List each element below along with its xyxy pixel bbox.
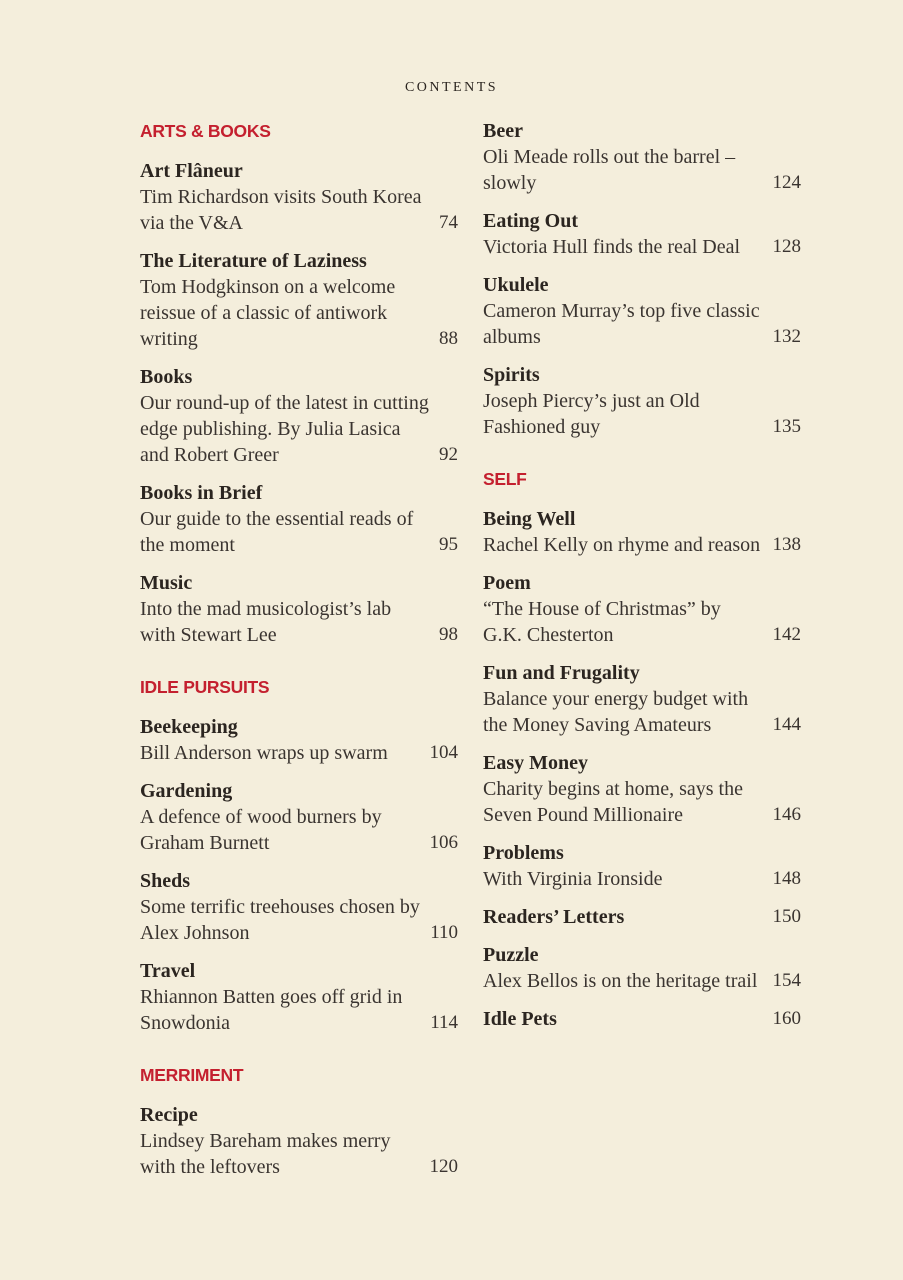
toc-entry[interactable] <box>483 942 801 994</box>
entry-page-number: 120 <box>429 1156 458 1177</box>
entry-title: Being Well <box>483 508 576 530</box>
entry-page-number: 154 <box>772 970 801 991</box>
entry-description: Balance your energy budget with the Money Saving Amateurs <box>483 688 749 736</box>
section-idle-pursuits <box>140 674 458 1036</box>
entry-description: Lindsey Bareham makes merry with the leftovers <box>140 1130 391 1178</box>
toc-entry[interactable] <box>483 208 801 260</box>
toc-entry[interactable] <box>140 778 458 856</box>
entry-title: Problems <box>483 842 564 864</box>
entry-title: Recipe <box>140 1104 198 1126</box>
toc-entry[interactable] <box>140 714 458 766</box>
entry-description: Our round-up of the latest in cutting edge publishing. By Julia Lasica and Robert Greer <box>140 392 429 466</box>
contents-left-column <box>140 118 458 1192</box>
entry-page-number: 74 <box>439 212 458 233</box>
entry-description: Some terrific treehouses chosen by Alex Johnson <box>140 896 420 944</box>
entry-page-number: 160 <box>772 1008 801 1029</box>
entry-description: “The House of Christmas” by G.K. Chesterton <box>483 598 721 646</box>
entry-title: Fun and Frugality <box>483 662 640 684</box>
toc-entry[interactable] <box>140 958 458 1036</box>
entry-page-number: 132 <box>772 326 801 347</box>
entry-description: Tim Richardson visits South Korea via the V&A <box>140 186 422 234</box>
toc-entry[interactable] <box>483 904 801 930</box>
entry-title: Sheds <box>140 870 191 892</box>
entry-description: Tom Hodgkinson on a welcome reissue of a classic of antiwork writing <box>140 276 396 350</box>
entry-page-number: 144 <box>772 714 801 735</box>
entry-title: Beekeeping <box>140 716 238 738</box>
toc-entry[interactable] <box>483 362 801 440</box>
entry-page-number: 104 <box>429 742 458 763</box>
entry-description: Joseph Piercy’s just an Old Fashioned guy <box>483 390 700 438</box>
section-heading: ARTS & BOOKS <box>140 121 271 141</box>
entry-description: Bill Anderson wraps up swarm <box>140 742 388 764</box>
entry-page-number: 148 <box>772 868 801 889</box>
toc-entry[interactable] <box>483 118 801 196</box>
toc-entry[interactable] <box>483 660 801 738</box>
entry-page-number: 88 <box>439 328 458 349</box>
entry-title: Poem <box>483 572 531 594</box>
page-title: CONTENTS <box>404 80 499 95</box>
section-heading: IDLE PURSUITS <box>140 677 270 697</box>
toc-entry[interactable] <box>140 1102 458 1180</box>
entry-page-number: 95 <box>439 534 458 555</box>
entry-page-number: 138 <box>772 534 801 555</box>
entry-description: Charity begins at home, says the Seven Pound Millionaire <box>483 778 743 826</box>
entry-page-number: 110 <box>430 922 458 943</box>
entry-description: Oli Meade rolls out the barrel – slowly <box>483 146 736 194</box>
entry-page-number: 142 <box>772 624 801 645</box>
entry-title: Books <box>140 366 193 388</box>
entry-description: Our guide to the essential reads of the moment <box>140 508 414 556</box>
toc-entry[interactable] <box>140 480 458 558</box>
toc-entry[interactable] <box>483 840 801 892</box>
section-self <box>483 466 801 1032</box>
toc-entry[interactable] <box>483 570 801 648</box>
toc-entry[interactable] <box>140 158 458 236</box>
entry-page-number: 150 <box>772 906 801 927</box>
entry-title: Gardening <box>140 780 233 802</box>
entry-page-number: 114 <box>430 1012 458 1033</box>
entry-page-number: 106 <box>429 832 458 853</box>
entry-title: Spirits <box>483 364 540 386</box>
entry-description: Rhiannon Batten goes off grid in Snowdonia <box>140 986 403 1034</box>
toc-entry[interactable] <box>140 364 458 468</box>
entry-page-number: 146 <box>772 804 801 825</box>
entry-title: Art Flâneur <box>140 160 243 182</box>
entry-title: Music <box>140 572 193 594</box>
entry-title: Readers’ Letters <box>483 906 625 928</box>
section-merriment <box>140 1062 458 1180</box>
toc-entry[interactable] <box>483 750 801 828</box>
entry-description: With Virginia Ironside <box>483 868 663 890</box>
section-merriment-continued <box>483 118 801 440</box>
toc-entry[interactable] <box>483 272 801 350</box>
contents-right-column <box>483 118 801 1044</box>
entry-page-number: 128 <box>772 236 801 257</box>
toc-entry[interactable] <box>140 868 458 946</box>
entry-title: Ukulele <box>483 274 549 296</box>
entry-page-number: 98 <box>439 624 458 645</box>
entry-title: The Literature of Laziness <box>140 250 367 272</box>
entry-title: Easy Money <box>483 752 588 774</box>
entry-title: Beer <box>483 120 523 142</box>
entry-page-number: 135 <box>772 416 801 437</box>
entry-description: Cameron Murray’s top five classic albums <box>483 300 760 348</box>
entry-title: Idle Pets <box>483 1008 557 1030</box>
toc-entry[interactable] <box>483 1006 801 1032</box>
entry-description: Into the mad musicologist’s lab with Stewart Lee <box>140 598 392 646</box>
toc-entry[interactable] <box>483 506 801 558</box>
entry-description: Victoria Hull finds the real Deal <box>483 236 741 258</box>
toc-entry[interactable] <box>140 248 458 352</box>
entry-description: Alex Bellos is on the heritage trail <box>483 970 758 992</box>
entry-page-number: 124 <box>772 172 801 193</box>
entry-title: Books in Brief <box>140 482 263 504</box>
entry-title: Puzzle <box>483 944 539 966</box>
entry-description: A defence of wood burners by Graham Burnett <box>140 806 382 854</box>
entry-title: Eating Out <box>483 210 579 232</box>
entry-title: Travel <box>140 960 196 982</box>
section-heading: SELF <box>483 469 527 489</box>
entry-page-number: 92 <box>439 444 458 465</box>
toc-entry[interactable] <box>140 570 458 648</box>
entry-description: Rachel Kelly on rhyme and reason <box>483 534 761 556</box>
section-heading: MERRIMENT <box>140 1065 244 1085</box>
section-arts-books <box>140 118 458 648</box>
